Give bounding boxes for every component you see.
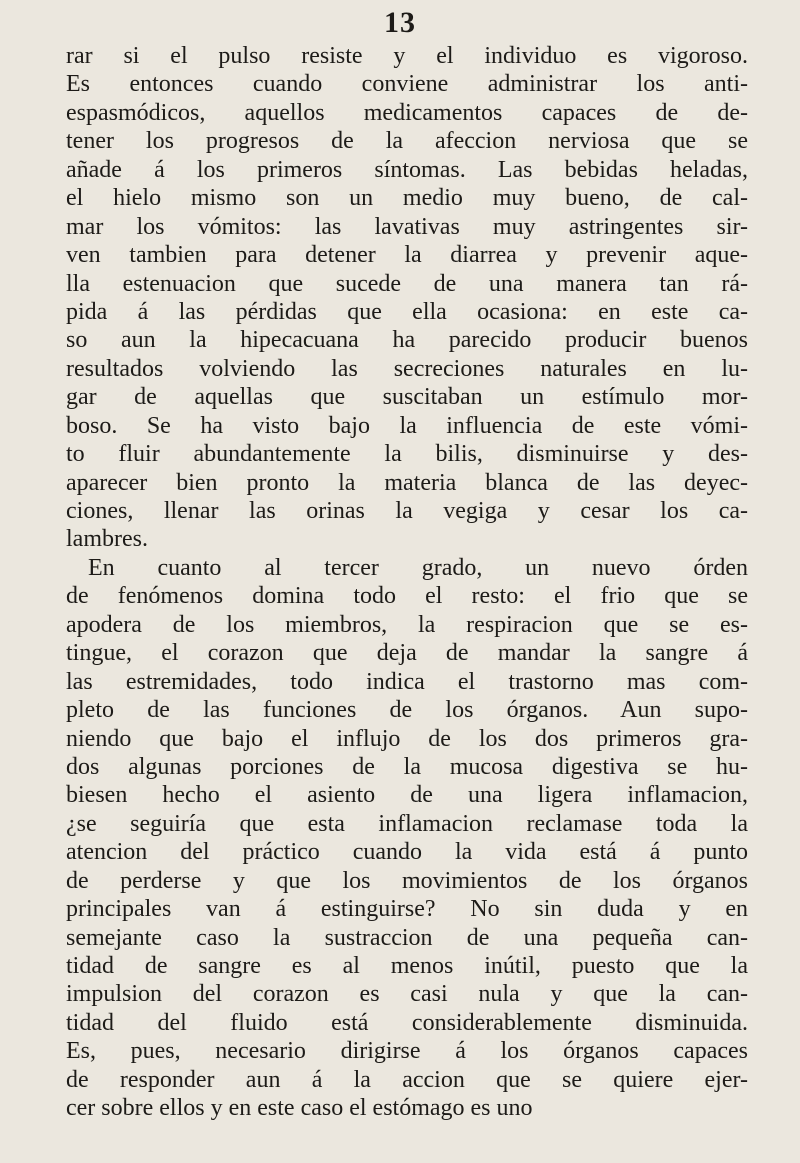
text-line: ven tambien para detener la diarrea y prevenir aque- (66, 242, 748, 269)
text-line: mar los vómitos: las lavativas muy astringentes sir- (66, 213, 748, 240)
text-line: semejante caso la sustraccion de una pequeña can- (66, 924, 748, 951)
text-line: lla estenuacion que sucede de una manera tan rá- (66, 270, 748, 297)
text-line: niendo que bajo el influjo de los dos primeros gra- (66, 725, 748, 752)
text-line: el hielo mismo son un medio muy bueno, de cal- (66, 185, 748, 212)
page-number: 13 (384, 6, 416, 39)
text-line: Es entonces cuando conviene administrar los anti- (66, 71, 748, 98)
text-line: biesen hecho el asiento de una ligera inflamacion, (66, 782, 748, 809)
text-line: ¿se seguiría que esta inflamacion reclamase toda la (66, 810, 748, 837)
text-line: aparecer bien pronto la materia blanca de las deyec- (66, 469, 748, 496)
text-line: tidad del fluido está considerablemente disminuida. (66, 1009, 748, 1036)
text-line: espasmódicos, aquellos medicamentos capaces de de- (66, 99, 748, 126)
text-line: pida á las pérdidas que ella ocasiona: en este ca- (66, 298, 748, 325)
text-line: resultados volviendo las secreciones naturales en lu- (66, 355, 748, 382)
text-line: pleto de las funciones de los órganos. Aun supo- (66, 697, 748, 724)
text-line: de fenómenos domina todo el resto: el frio que se (66, 583, 748, 610)
text-line: Es, pues, necesario dirigirse á los órganos capaces (66, 1038, 748, 1065)
text-line: dos algunas porciones de la mucosa digestiva se hu- (66, 753, 748, 780)
paragraph (66, 42, 748, 554)
text-line: añade á los primeros síntomas. Las bebidas heladas, (66, 156, 748, 183)
text-line: cer sobre ellos y en este caso el estómago es uno (66, 1095, 533, 1122)
text-line: de perderse y que los movimientos de los órganos (66, 867, 748, 894)
text-line: apodera de los miembros, la respiracion que se es- (66, 611, 748, 638)
text-line: impulsion del corazon es casi nula y que la can- (66, 981, 748, 1008)
text-line: gar de aquellas que suscitaban un estímulo mor- (66, 384, 748, 411)
text-line: lambres. (66, 526, 148, 553)
text-line: En cuanto al tercer grado, un nuevo órden (88, 554, 748, 581)
text-line: de responder aun á la accion que se quiere ejer- (66, 1066, 748, 1093)
text-line: so aun la hipecacuana ha parecido producir buenos (66, 327, 748, 354)
paragraph (66, 554, 748, 1123)
text-line: rar si el pulso resiste y el individuo es vigoroso. (66, 43, 748, 69)
text-line: tidad de sangre es al menos inútil, puesto que la (66, 953, 748, 979)
text-line: las estremidades, todo indica el trastorno mas com- (66, 668, 748, 695)
text-line: tingue, el corazon que deja de mandar la sangre á (66, 640, 748, 667)
text-line: tener los progresos de la afeccion nerviosa que se (66, 128, 748, 155)
text-line: boso. Se ha visto bajo la influencia de este vómi- (66, 412, 748, 439)
text-line: atencion del práctico cuando la vida está á punto (66, 839, 748, 866)
text-line: principales van á estinguirse? No sin duda y en (66, 896, 748, 923)
text-line: to fluir abundantemente la bilis, disminuirse y des- (66, 441, 748, 468)
body-text (66, 42, 748, 1123)
text-line: ciones, llenar las orinas la vegiga y cesar los ca- (66, 498, 748, 524)
